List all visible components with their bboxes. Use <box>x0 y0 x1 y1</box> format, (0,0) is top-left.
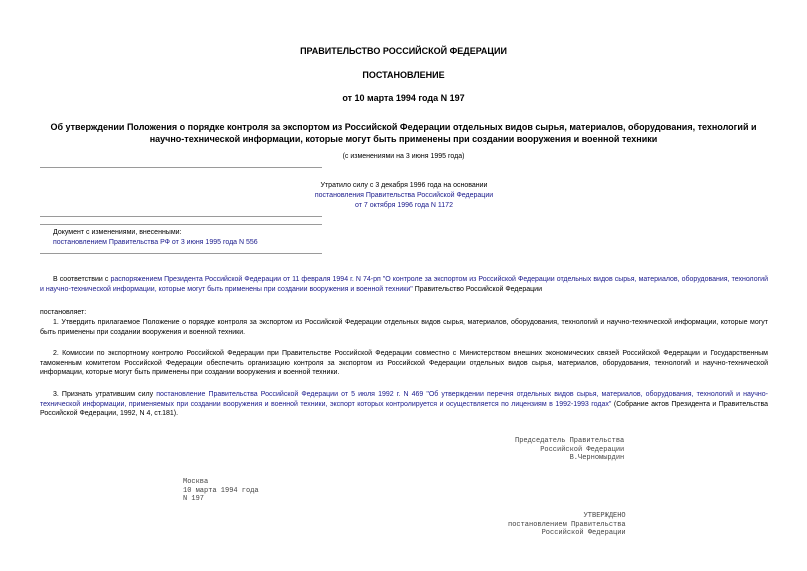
repealed-resolution-link[interactable]: постановление Правительства Российской Федерации от 5 июля 1992 г. N 469 "Об утверждении перечня отдельных видов сырья, материалов, оборудования, технологий и научно-технической информации, применяемых при создании вооружения и военной техники, экспорт которых контролируется и осуществляется по лицензиям в 1992-1993 годах" <box>40 391 768 408</box>
approved-block <box>508 512 626 538</box>
expired-notice <box>280 181 528 211</box>
place-number: N 197 <box>183 495 205 503</box>
amended-by-block <box>53 228 258 248</box>
paragraph-3 <box>40 390 768 419</box>
approved-heading: УТВЕРЖДЕНО <box>583 512 626 520</box>
presidential-order-link[interactable]: распоряжением Президента Российской Федерации от 11 февраля 1994 г. N 74-рп "О контроле за экспортом из Российской Федерации отдельных видов сырья, материалов, оборудования, технологий и научно-технической информации, которые могут быть применены при создании вооружения и военной техники" <box>40 276 768 293</box>
amendment-note: (с изменениями на 3 июня 1995 года) <box>342 153 465 160</box>
place-city: Москва <box>183 478 209 486</box>
expired-line: Утратило силу с 3 декабря 1996 года на основании <box>320 182 488 189</box>
signature-block <box>515 437 624 463</box>
government-heading: ПРАВИТЕЛЬСТВО РОССИЙСКОЙ ФЕДЕРАЦИИ <box>300 46 507 56</box>
document-type: ПОСТАНОВЛЕНИЕ <box>362 70 445 80</box>
divider <box>40 253 322 254</box>
divider <box>40 167 322 168</box>
amended-by-link[interactable]: постановлением Правительства РФ от 3 июня 1995 года N 556 <box>53 239 258 246</box>
document-date-number: от 10 марта 1994 года N 197 <box>342 93 465 103</box>
paragraph-2: 2. Комиссии по экспортному контролю Российской Федерации при Правительстве Российской Федерации совместно с Министерством внешних экономических связей Российской Федерации и Государственным таможенным комитетом Российской Федерации обеспечить организацию контроля за экспортом из Российской Федерации отдельных видов сырья, материалов, оборудования, технологий и научно-технической информации, которые могут быть применены при создании вооружения и военной техники. <box>40 350 768 376</box>
approved-by: постановлением Правительства <box>508 520 626 529</box>
intro-suffix: Правительство Российской Федерации <box>414 285 542 293</box>
paragraph-3-suffix: (Собрание актов Президента и Правительства Российской Федерации, 1992, N 4, ст.181). <box>40 400 769 417</box>
amended-by-label: Документ с изменениями, внесенными: <box>53 229 182 236</box>
intro-prefix: В соответствии с <box>53 276 109 283</box>
resolves-label: постановляет: <box>40 309 87 316</box>
place-date: 10 марта 1994 года <box>183 486 259 495</box>
approved-org: Российской Федерации <box>541 529 626 537</box>
paragraph-3-prefix: 3. Признать утратившим силу <box>53 391 154 398</box>
divider <box>40 216 322 217</box>
signature-title: Председатель Правительства <box>515 437 625 445</box>
signature-org: Российской Федерации <box>540 445 625 454</box>
expired-link-resolution[interactable]: постановления Правительства Российской Федерации <box>314 192 494 199</box>
document-title-line1: Об утверждении Положения о порядке контроля за экспортом из Российской Федерации отдельных видов сырья, материалов, оборудования, технологий и <box>50 122 757 132</box>
expired-link-date[interactable]: от 7 октября 1996 года N 1172 <box>355 202 453 209</box>
paragraph-1: 1. Утвердить прилагаемое Положение о порядке контроля за экспортом из Российской Федерации отдельных видов сырья, материалов, оборудования, технологий и научно-технической информации, которые могут быть применены при создании вооружения и военной техники. <box>40 319 768 336</box>
signature-name: В.Черномырдин <box>569 454 625 462</box>
place-date-block <box>183 478 259 504</box>
intro-paragraph <box>40 275 768 294</box>
divider <box>40 224 322 225</box>
document-title-line2: научно-технической информации, которые могут быть применены при создании вооружения и военной техники <box>149 134 658 144</box>
